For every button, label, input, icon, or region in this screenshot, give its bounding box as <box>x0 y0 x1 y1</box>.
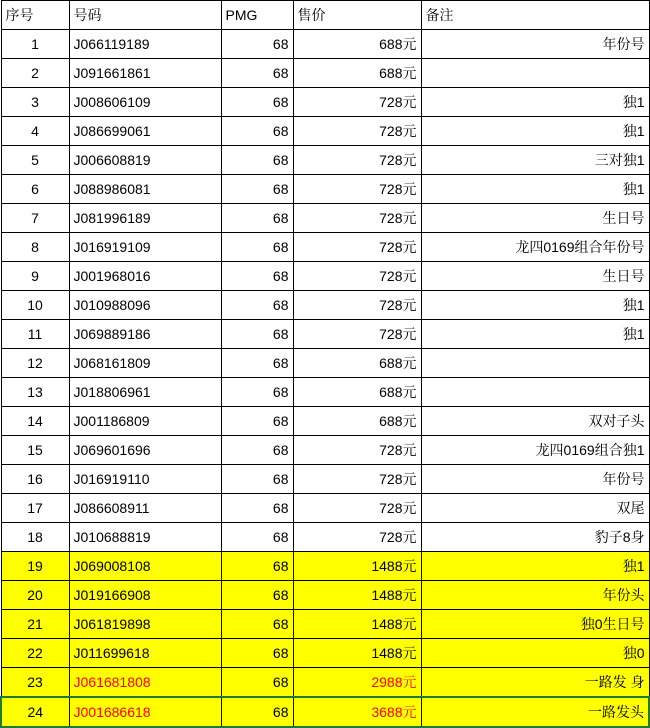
cell-price: 728元 <box>293 320 421 349</box>
cell-index: 9 <box>1 262 69 291</box>
cell-number: J001968016 <box>69 262 221 291</box>
table-header <box>1 1 649 30</box>
cell-note: 独1 <box>421 88 649 117</box>
cell-price: 728元 <box>293 146 421 175</box>
cell-pmg: 68 <box>221 59 293 88</box>
cell-note: 独0 <box>421 639 649 668</box>
cell-note: 独1 <box>421 175 649 204</box>
cell-index: 22 <box>1 639 69 668</box>
cell-number: J010688819 <box>69 523 221 552</box>
cell-price: 728元 <box>293 233 421 262</box>
cell-note: 独1 <box>421 117 649 146</box>
cell-price: 728元 <box>293 262 421 291</box>
table-row[interactable] <box>1 610 649 639</box>
cell-index: 19 <box>1 552 69 581</box>
cell-number: J081996189 <box>69 204 221 233</box>
table-row[interactable] <box>1 117 649 146</box>
cell-note <box>421 378 649 407</box>
cell-number: J018806961 <box>69 378 221 407</box>
cell-note: 龙四0169组合独1 <box>421 436 649 465</box>
table-row[interactable] <box>1 349 649 378</box>
cell-pmg: 68 <box>221 494 293 523</box>
cell-pmg: 68 <box>221 88 293 117</box>
cell-price: 728元 <box>293 204 421 233</box>
table-row[interactable] <box>1 378 649 407</box>
column-header-number: 号码 <box>69 1 221 30</box>
cell-pmg: 68 <box>221 610 293 639</box>
table-row[interactable] <box>1 436 649 465</box>
cell-index: 6 <box>1 175 69 204</box>
cell-pmg: 68 <box>221 436 293 465</box>
table-row[interactable] <box>1 581 649 610</box>
cell-note: 双尾 <box>421 494 649 523</box>
table-row[interactable] <box>1 204 649 233</box>
cell-number: J069008108 <box>69 552 221 581</box>
table-row[interactable] <box>1 697 649 727</box>
cell-note <box>421 349 649 378</box>
cell-note: 年份号 <box>421 465 649 494</box>
cell-price: 728元 <box>293 175 421 204</box>
cell-pmg: 68 <box>221 146 293 175</box>
cell-note: 年份头 <box>421 581 649 610</box>
cell-note: 豹子8身 <box>421 523 649 552</box>
cell-pmg: 68 <box>221 204 293 233</box>
cell-pmg: 68 <box>221 291 293 320</box>
cell-pmg: 68 <box>221 30 293 59</box>
column-header-price: 售价 <box>293 1 421 30</box>
cell-note: 一路发头 <box>421 697 649 727</box>
cell-number: J086699061 <box>69 117 221 146</box>
cell-note: 独1 <box>421 291 649 320</box>
column-header-pmg: PMG <box>221 1 293 30</box>
cell-index: 24 <box>1 697 69 727</box>
cell-price: 728元 <box>293 291 421 320</box>
cell-note: 生日号 <box>421 262 649 291</box>
cell-price: 688元 <box>293 59 421 88</box>
cell-note: 独0生日号 <box>421 610 649 639</box>
cell-price: 1488元 <box>293 639 421 668</box>
header-row <box>1 1 649 30</box>
cell-pmg: 68 <box>221 349 293 378</box>
cell-index: 23 <box>1 668 69 698</box>
cell-price: 1488元 <box>293 552 421 581</box>
table-row[interactable] <box>1 494 649 523</box>
cell-price: 728元 <box>293 494 421 523</box>
cell-note <box>421 59 649 88</box>
cell-note: 独1 <box>421 552 649 581</box>
cell-note: 一路发 身 <box>421 668 649 698</box>
table-row[interactable] <box>1 465 649 494</box>
cell-price: 1488元 <box>293 610 421 639</box>
cell-index: 1 <box>1 30 69 59</box>
table-row[interactable] <box>1 175 649 204</box>
cell-note: 双对子头 <box>421 407 649 436</box>
cell-price: 728元 <box>293 465 421 494</box>
cell-pmg: 68 <box>221 465 293 494</box>
cell-number: J091661861 <box>69 59 221 88</box>
cell-index: 21 <box>1 610 69 639</box>
cell-index: 3 <box>1 88 69 117</box>
cell-index: 20 <box>1 581 69 610</box>
cell-number: J086608911 <box>69 494 221 523</box>
cell-note: 生日号 <box>421 204 649 233</box>
table-body <box>1 30 649 728</box>
table-row[interactable] <box>1 262 649 291</box>
table-row[interactable] <box>1 407 649 436</box>
cell-number: J008606109 <box>69 88 221 117</box>
cell-number: J001686618 <box>69 697 221 727</box>
table-row[interactable] <box>1 320 649 349</box>
cell-pmg: 68 <box>221 320 293 349</box>
cell-index: 17 <box>1 494 69 523</box>
cell-number: J061681808 <box>69 668 221 698</box>
cell-index: 7 <box>1 204 69 233</box>
cell-pmg: 68 <box>221 117 293 146</box>
cell-number: J006608819 <box>69 146 221 175</box>
cell-pmg: 68 <box>221 552 293 581</box>
cell-index: 11 <box>1 320 69 349</box>
column-header-note: 备注 <box>421 1 649 30</box>
cell-price: 3688元 <box>293 697 421 727</box>
cell-price: 2988元 <box>293 668 421 698</box>
table-row[interactable] <box>1 291 649 320</box>
cell-pmg: 68 <box>221 378 293 407</box>
cell-number: J061819898 <box>69 610 221 639</box>
table-row[interactable] <box>1 233 649 262</box>
cell-price: 728元 <box>293 436 421 465</box>
cell-index: 13 <box>1 378 69 407</box>
cell-pmg: 68 <box>221 639 293 668</box>
cell-index: 4 <box>1 117 69 146</box>
cell-number: J011699618 <box>69 639 221 668</box>
cell-index: 12 <box>1 349 69 378</box>
table-row[interactable] <box>1 146 649 175</box>
cell-index: 8 <box>1 233 69 262</box>
cell-index: 16 <box>1 465 69 494</box>
table-row[interactable] <box>1 30 649 59</box>
table-row[interactable] <box>1 88 649 117</box>
cell-pmg: 68 <box>221 523 293 552</box>
cell-pmg: 68 <box>221 233 293 262</box>
table-row[interactable] <box>1 639 649 668</box>
table-row[interactable] <box>1 668 649 698</box>
table-row[interactable] <box>1 59 649 88</box>
cell-number: J069601696 <box>69 436 221 465</box>
cell-index: 10 <box>1 291 69 320</box>
cell-pmg: 68 <box>221 668 293 698</box>
cell-price: 688元 <box>293 30 421 59</box>
cell-index: 5 <box>1 146 69 175</box>
cell-price: 728元 <box>293 117 421 146</box>
cell-note: 年份号 <box>421 30 649 59</box>
cell-pmg: 68 <box>221 697 293 727</box>
cell-number: J019166908 <box>69 581 221 610</box>
cell-number: J001186809 <box>69 407 221 436</box>
table-row[interactable] <box>1 523 649 552</box>
cell-index: 15 <box>1 436 69 465</box>
column-header-index: 序号 <box>1 1 69 30</box>
cell-pmg: 68 <box>221 175 293 204</box>
cell-pmg: 68 <box>221 581 293 610</box>
cell-price: 688元 <box>293 407 421 436</box>
cell-number: J010988096 <box>69 291 221 320</box>
cell-number: J069889186 <box>69 320 221 349</box>
cell-number: J068161809 <box>69 349 221 378</box>
table-row[interactable] <box>1 552 649 581</box>
cell-number: J066119189 <box>69 30 221 59</box>
cell-index: 14 <box>1 407 69 436</box>
cell-note: 三对独1 <box>421 146 649 175</box>
cell-note: 龙四0169组合年份号 <box>421 233 649 262</box>
cell-price: 728元 <box>293 88 421 117</box>
cell-pmg: 68 <box>221 262 293 291</box>
cell-price: 688元 <box>293 349 421 378</box>
cell-index: 18 <box>1 523 69 552</box>
cell-price: 688元 <box>293 378 421 407</box>
cell-note: 独1 <box>421 320 649 349</box>
cell-number: J088986081 <box>69 175 221 204</box>
cell-number: J016919109 <box>69 233 221 262</box>
cell-index: 2 <box>1 59 69 88</box>
cell-number: J016919110 <box>69 465 221 494</box>
cell-price: 1488元 <box>293 581 421 610</box>
cell-pmg: 68 <box>221 407 293 436</box>
cell-price: 728元 <box>293 523 421 552</box>
